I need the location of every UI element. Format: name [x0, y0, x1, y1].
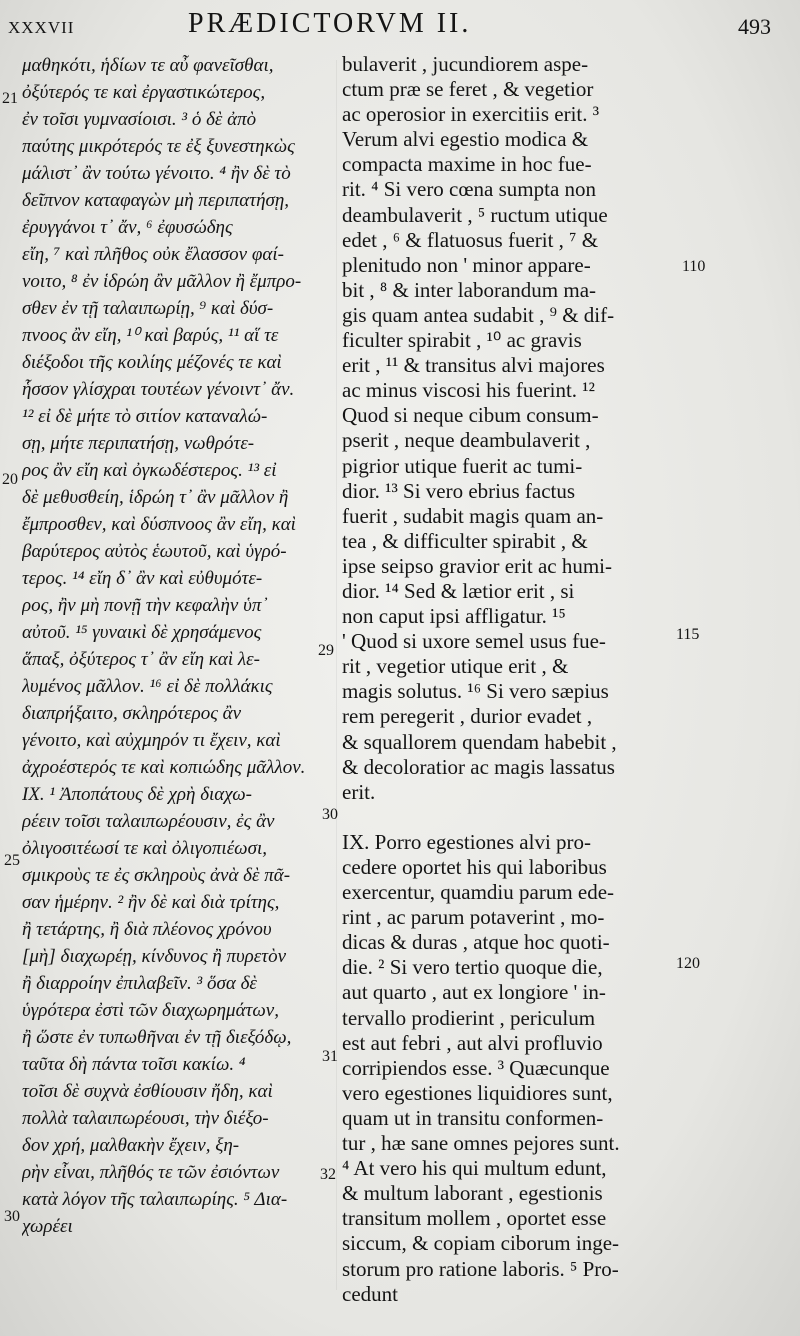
- text-line: rint , ac parum potaverint , mo-: [342, 905, 605, 930]
- text-line: bulaverit , jucundiorem aspe-: [342, 52, 589, 76]
- text-line: τοῖσι δὲ συχνὰ ἐσθίουσιν ἤδη, καὶ: [22, 1081, 273, 1102]
- text-line: ρὴν εἶναι, πλῆθός τε τῶν ἐσιόντων: [22, 1162, 280, 1183]
- text-line: dior. ¹⁴ Sed & lætior erit , si: [342, 578, 575, 603]
- text-line: διέξοδοι τῆς κοιλίης μέζονές τε καὶ: [22, 352, 282, 373]
- text-line: ὀξύτερός τε καὶ ἐργαστικώτερος,: [22, 82, 266, 103]
- text-line: μαθηκότι, ἡδίων τε αὖ φανεῖσθαι,: [22, 55, 274, 76]
- text-line: erit.: [342, 779, 376, 804]
- running-title: PRÆDICTORVM II.: [188, 8, 472, 39]
- margin-line-number: 120: [676, 955, 700, 972]
- margin-line-number: 31: [322, 1048, 338, 1065]
- column-gutter: [336, 60, 337, 1290]
- text-line: corripiendos esse. ³ Quæcunque: [342, 1055, 610, 1080]
- text-line: [μὴ] διαχωρέῃ, κίνδυνος ἢ πυρετὸν: [22, 946, 287, 967]
- margin-line-number: 115: [676, 626, 700, 643]
- text-line: ipse seipso gravior erit ac humi-: [342, 553, 613, 578]
- text-line: κατὰ λόγον τῆς ταλαιπωρίης. ⁵ Δια-: [22, 1189, 288, 1210]
- text-line: σῃ, μήτε περιπατήσῃ, νωθρότε-: [22, 433, 255, 454]
- text-line: ctum præ se feret , & vegetior: [342, 77, 594, 102]
- text-line: plenitudo non ' minor appare-: [342, 252, 591, 277]
- text-line: μάλιστ᾽ ἂν τούτω γένοιτο. ⁴ ἢν δὲ τὸ: [22, 163, 291, 184]
- page-number: 493: [738, 14, 771, 39]
- text-line: dicas & duras , atque hoc quoti-: [342, 930, 610, 955]
- text-line: storum pro ratione laboris. ⁵ Pro-: [342, 1256, 619, 1281]
- margin-line-number: 21: [2, 90, 18, 107]
- text-line: βαρύτερος αὐτὸς ἑωυτοῦ, καὶ ὑγρό-: [22, 541, 287, 562]
- text-line: ὑγρότερα ἐστὶ τῶν διαχωρημάτων,: [22, 1000, 279, 1021]
- margin-line-number: 110: [682, 258, 706, 275]
- text-line: vero egestiones liquidiores sunt,: [342, 1080, 613, 1105]
- text-line: edet , ⁶ & flatuosus fuerit , ⁷ &: [342, 227, 599, 252]
- text-line: quam ut in transitu conformen-: [342, 1105, 604, 1130]
- text-line: ¹² εἰ δὲ μήτε τὸ σιτίον καταναλώ-: [22, 406, 268, 427]
- text-line: IX. ¹ Ἀποπάτους δὲ χρὴ διαχω-: [22, 784, 252, 805]
- text-line: compacta maxime in hoc fue-: [342, 152, 592, 177]
- text-line: ἐρυγγάνοι τ᾽ ἄν, ⁶ ἐφυσώδης: [22, 217, 233, 238]
- text-line: est aut febri , aut alvi profluvio: [342, 1030, 603, 1055]
- text-line: tervallo prodierint , periculum: [342, 1005, 596, 1030]
- text-line: tea , & difficulter spirabit , &: [342, 528, 588, 553]
- text-line: ac operosior in exercitiis erit. ³: [342, 102, 600, 127]
- text-line: ⁴ At vero his qui multum edunt,: [342, 1156, 607, 1181]
- text-line: παύτης μικρότερός τε ἐξ ξυνεστηκὼς: [22, 136, 295, 157]
- text-line: fuerit , sudabit magis quam an-: [342, 503, 604, 528]
- text-line: & decoloratior ac magis lassatus: [342, 754, 615, 779]
- text-line: gis quam antea sudabit , ⁹ & dif-: [342, 302, 615, 327]
- text-line: σθεν ἐν τῇ ταλαιπωρίῃ, ⁹ καὶ δύσ-: [22, 298, 274, 319]
- text-line: ἀχροέστερός τε καὶ κοπιώδης μᾶλλον.: [22, 757, 306, 778]
- text-line: νοιτο, ⁸ ἐν ἱδρώη ἂν μᾶλλον ἢ ἔμπρο-: [22, 271, 302, 292]
- text-line: Quod si neque cibum consum-: [342, 403, 599, 428]
- text-line: διαπρήξαιτο, σκληρότερος ἂν: [22, 703, 242, 724]
- text-line: Verum alvi egestio modica &: [342, 127, 589, 152]
- text-line: ' Quod si uxore semel usus fue-: [342, 629, 606, 654]
- text-line: ac minus viscosi his fuerint. ¹²: [342, 378, 595, 403]
- margin-line-number: 29: [318, 642, 334, 659]
- text-line: πνοος ἂν εἴη, ¹⁰ καὶ βαρύς, ¹¹ αἵ τε: [22, 325, 279, 346]
- text-line: ἔμπροσθεν, καὶ δύσπνοος ἂν εἴη, καὶ: [22, 514, 296, 535]
- text-line: λυμένος μᾶλλον. ¹⁶ εἰ δὲ πολλάκις: [22, 676, 273, 697]
- text-line: IX. Porro egestiones alvi pro-: [342, 829, 592, 854]
- text-line: die. ² Si vero tertio quoque die,: [342, 955, 603, 980]
- text-line: σαν ἡμέρην. ² ἢν δὲ καὶ διὰ τρίτης,: [22, 892, 280, 913]
- text-line: pigrior utique fuerit ac tumi-: [342, 453, 583, 478]
- text-line: δεῖπνον καταφαγὼν μὴ περιπατήσῃ,: [22, 190, 290, 211]
- text-line: [342, 805, 677, 830]
- text-line: deambulaverit , ⁵ ructum utique: [342, 202, 608, 227]
- text-line: γένοιτο, καὶ αὐχμηρόν τι ἔχειν, καὶ: [22, 730, 281, 751]
- text-line: magis solutus. ¹⁶ Si vero sæpius: [342, 679, 609, 704]
- text-line: bit , ⁸ & inter laborandum ma-: [342, 277, 597, 302]
- text-line: ficulter spirabit , ¹⁰ ac gravis: [342, 328, 582, 353]
- text-line: χωρέει: [22, 1216, 73, 1237]
- text-line: siccum, & copiam ciborum inge-: [342, 1231, 620, 1256]
- text-line: aut quarto , aut ex longiore ' in-: [342, 980, 606, 1005]
- text-line: ἢ ὥστε ἐν τυπωθῆναι ἐν τῇ διεξόδῳ,: [22, 1027, 292, 1048]
- text-line: ἢ τετάρτης, ἢ διὰ πλέονος χρόνου: [22, 919, 272, 940]
- margin-line-number: 25: [4, 852, 20, 869]
- text-line: ἐν τοῖσι γυμνασίοισι. ³ ὁ δὲ ἀπὸ: [22, 109, 257, 130]
- text-line: σμικροὺς τε ἐς σκληροὺς ἀνὰ δὲ πᾶ-: [22, 865, 291, 886]
- text-line: πολλὰ ταλαιπωρέουσι, τὴν διέξο-: [22, 1108, 269, 1129]
- text-line: εἴη, ⁷ καὶ πλῆθος οὐκ ἔλασσον φαί-: [22, 244, 284, 265]
- text-line: dior. ¹³ Si vero ebrius factus: [342, 478, 576, 503]
- text-line: pserit , neque deambulaverit ,: [342, 428, 591, 453]
- text-line: δον χρή, μαλθακὴν ἔχειν, ξη-: [22, 1135, 240, 1156]
- text-line: ἅπαξ, ὀξύτερος τ᾽ ἂν εἴη καὶ λε-: [22, 649, 260, 670]
- text-line: ρος ἂν εἴη καὶ ὀγκωδέστερος. ¹³ εἰ: [22, 460, 277, 481]
- text-line: & multum laborant , egestionis: [342, 1181, 603, 1206]
- text-line: rem peregerit , durior evadet ,: [342, 704, 593, 729]
- text-line: exercentur, quamdiu parum ede-: [342, 880, 615, 905]
- text-line: αὐτοῦ. ¹⁵ γυναικὶ δὲ χρησάμενος: [22, 622, 262, 643]
- text-line: rit. ⁴ Si vero cœna sumpta non: [342, 177, 597, 202]
- text-line: ἧσσον γλίσχραι τουτέων γένοιντ᾽ ἄν.: [22, 379, 295, 400]
- text-line: & squallorem quendam habebit ,: [342, 729, 617, 754]
- text-line: δὲ μεθυσθείη, ἱδρώη τ᾽ ἂν μᾶλλον ἢ: [22, 487, 289, 508]
- text-line: tur , hæ sane omnes pejores sunt.: [342, 1131, 620, 1156]
- margin-line-number: 20: [2, 471, 18, 488]
- chapter-number: XXXVII: [8, 18, 75, 37]
- margin-line-number: 30: [322, 806, 338, 823]
- text-line: rit , vegetior utique erit , &: [342, 654, 569, 679]
- running-header: [0, 6, 800, 46]
- text-line: ρέειν τοῖσι ταλαιπωρέουσιν, ἐς ἂν: [22, 811, 275, 832]
- latin-column: [342, 52, 677, 1307]
- text-line: ἢ διαρροίην ἐπιλαβεῖν. ³ ὅσα δὲ: [22, 973, 257, 994]
- text-line: non caput ipsi affligatur. ¹⁵: [342, 604, 566, 629]
- text-line: τερος. ¹⁴ εἴη δ᾽ ἂν καὶ εὐθυμότε-: [22, 568, 263, 589]
- text-line: ρος, ἢν μὴ πονῇ τὴν κεφαλὴν ὑπ᾽: [22, 595, 268, 616]
- text-line: ὀλιγοσιτέωσί τε καὶ ὀλιγοπιέωσι,: [22, 838, 267, 859]
- text-line: cedunt: [342, 1281, 398, 1306]
- margin-line-number: 32: [320, 1166, 336, 1183]
- text-line: ταῦτα δὴ πάντα τοῖσι κακίω. ⁴: [22, 1054, 246, 1075]
- text-line: erit , ¹¹ & transitus alvi majores: [342, 353, 605, 378]
- text-line: cedere oportet his qui laboribus: [342, 855, 607, 879]
- margin-line-number: 30: [4, 1208, 20, 1225]
- text-line: transitum mollem , oportet esse: [342, 1206, 607, 1231]
- greek-column: [22, 52, 327, 1240]
